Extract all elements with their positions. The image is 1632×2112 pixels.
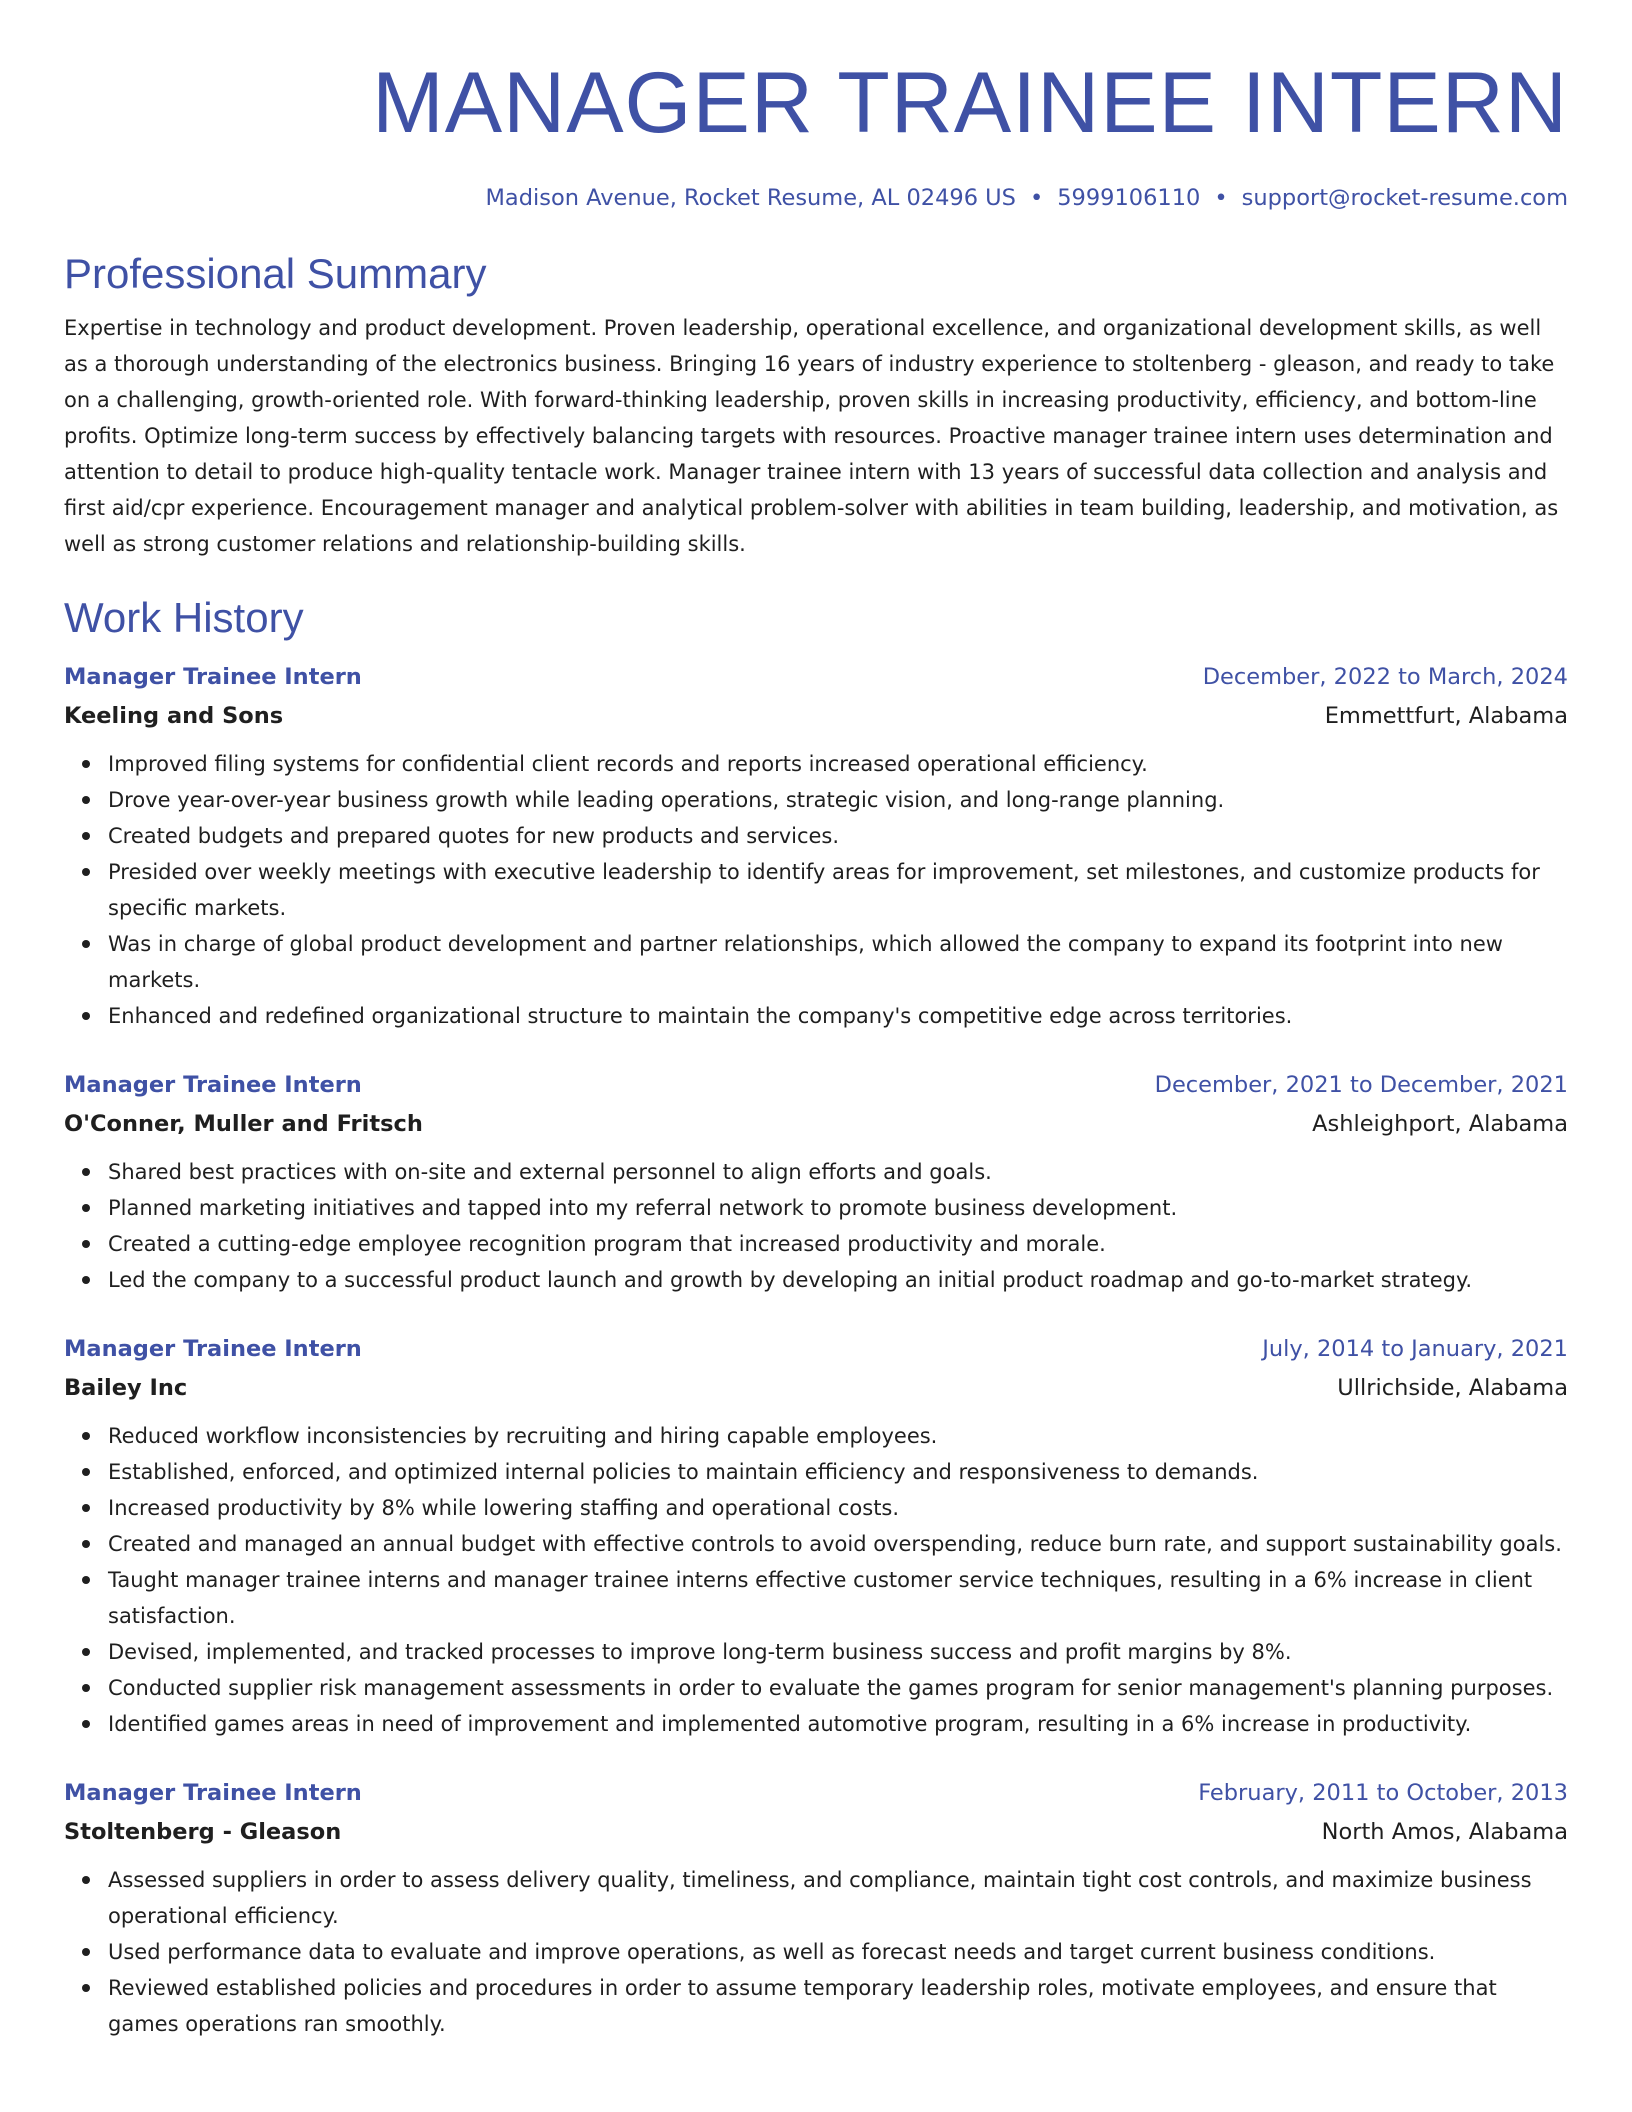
job-bullet: Led the company to a successful product launch and growth by developing an initial product roadmap and go-to-market strategy. (108, 1262, 1568, 1298)
job-dates: December, 2021 to December, 2021 (1154, 1072, 1568, 1098)
job-bullets (64, 746, 1568, 1034)
job-company: Bailey Inc (64, 1375, 188, 1401)
job-bullet: Used performance data to evaluate and improve operations, as well as forecast needs and target current business conditions. (108, 1934, 1568, 1970)
job-header-row (64, 1774, 1568, 1812)
job-bullets (64, 1418, 1568, 1742)
summary-heading: Professional Summary (64, 250, 487, 297)
contact-line (64, 182, 1568, 214)
job-company-row (64, 696, 1568, 736)
job-bullet: Was in charge of global product development and partner relationships, which allowed the company to expand its footprint into new markets. (108, 926, 1568, 998)
job-company: Stoltenberg - Gleason (64, 1819, 342, 1845)
job-location: Ashleighport, Alabama (1312, 1111, 1568, 1137)
job-bullet: Reduced workflow inconsistencies by recruiting and hiring capable employees. (108, 1418, 1568, 1454)
job-bullet: Conducted supplier risk management assessments in order to evaluate the games program for senior management's planning purposes. (108, 1670, 1568, 1706)
job-bullet: Taught manager trainee interns and manager trainee interns effective customer service techniques, resulting in a 6% increase in client satisfaction. (108, 1562, 1568, 1634)
job-header-row (64, 1330, 1568, 1368)
job-bullet: Established, enforced, and optimized internal policies to maintain efficiency and responsiveness to demands. (108, 1454, 1568, 1490)
job-dates: July, 2014 to January, 2021 (1262, 1336, 1568, 1362)
job-bullet: Increased productivity by 8% while lowering staffing and operational costs. (108, 1490, 1568, 1526)
job-title: Manager Trainee Intern (64, 664, 362, 690)
job-entry (64, 1330, 1568, 1742)
job-location: Ullrichside, Alabama (1337, 1375, 1568, 1401)
job-header-row (64, 658, 1568, 696)
contact-email: support@rocket-resume.com (1241, 185, 1568, 211)
candidate-name: MANAGER TRAINEE INTERN (372, 55, 1568, 151)
job-bullet: Planned marketing initiatives and tapped into my referral network to promote business development. (108, 1190, 1568, 1226)
job-bullet: Created and managed an annual budget with effective controls to avoid overspending, reduce burn rate, and support sustainability goals. (108, 1526, 1568, 1562)
job-entry (64, 658, 1568, 1034)
job-bullet: Devised, implemented, and tracked processes to improve long-term business success and profit margins by 8%. (108, 1634, 1568, 1670)
job-bullet: Presided over weekly meetings with executive leadership to identify areas for improvement, set milestones, and customize products for specific markets. (108, 854, 1568, 926)
job-bullet: Created a cutting-edge employee recognition program that increased productivity and morale. (108, 1226, 1568, 1262)
job-entry (64, 1774, 1568, 2042)
job-bullet: Reviewed established policies and procedures in order to assume temporary leadership roles, motivate employees, and ensure that games operations ran smoothly. (108, 1970, 1568, 2042)
contact-address: Madison Avenue, Rocket Resume, AL 02496 US (485, 185, 1016, 211)
job-title: Manager Trainee Intern (64, 1336, 362, 1362)
contact-separator: • (1214, 185, 1228, 211)
job-dates: February, 2011 to October, 2013 (1198, 1780, 1568, 1806)
job-company-row (64, 1812, 1568, 1852)
job-entry (64, 1066, 1568, 1298)
job-bullet: Created budgets and prepared quotes for new products and services. (108, 818, 1568, 854)
job-bullet: Identified games areas in need of improvement and implemented automotive program, resulting in a 6% increase in productivity. (108, 1706, 1568, 1742)
job-company: O'Conner, Muller and Fritsch (64, 1111, 423, 1137)
job-company: Keeling and Sons (64, 703, 284, 729)
job-bullets (64, 1862, 1568, 2042)
job-bullet: Drove year-over-year business growth while leading operations, strategic vision, and long-range planning. (108, 782, 1568, 818)
job-bullet: Improved filing systems for confidential client records and reports increased operational efficiency. (108, 746, 1568, 782)
contact-phone: 5999106110 (1057, 185, 1201, 211)
job-company-row (64, 1368, 1568, 1408)
job-header-row (64, 1066, 1568, 1104)
job-location: North Amos, Alabama (1321, 1819, 1568, 1845)
job-bullets (64, 1154, 1568, 1298)
job-title: Manager Trainee Intern (64, 1072, 362, 1098)
work-history-heading: Work History (64, 594, 304, 641)
job-bullet: Shared best practices with on-site and external personnel to align efforts and goals. (108, 1154, 1568, 1190)
job-bullet: Enhanced and redefined organizational structure to maintain the company's competitive edge across territories. (108, 998, 1568, 1034)
job-location: Emmettfurt, Alabama (1324, 703, 1568, 729)
job-title: Manager Trainee Intern (64, 1780, 362, 1806)
summary-text: Expertise in technology and product development. Proven leadership, operational excellence, and organizational development skills, as well as a thorough understanding of the electronics business. Bringing 16 years of industry experience to stoltenberg - gleason, and ready to take on a challenging, growth-oriented role. With forward-thinking leadership, proven skills in increasing productivity, efficiency, and bottom-line profits. Optimize long-term success by effectively balancing targets with resources. Proactive manager trainee intern uses determination and attention to detail to produce high-quality tentacle work. Manager trainee intern with 13 years of successful data collection and analysis and first aid/cpr experience. Encouragement manager and analytical problem-solver with abilities in team building, leadership, and motivation, as well as strong customer relations and relationship-building skills. (64, 316, 1559, 556)
resume-page (64, 50, 1568, 2042)
job-dates: December, 2022 to March, 2024 (1202, 664, 1568, 690)
job-bullet: Assessed suppliers in order to assess delivery quality, timeliness, and compliance, maintain tight cost controls, and maximize business operational efficiency. (108, 1862, 1568, 1934)
job-company-row (64, 1104, 1568, 1144)
contact-separator: • (1029, 185, 1044, 211)
